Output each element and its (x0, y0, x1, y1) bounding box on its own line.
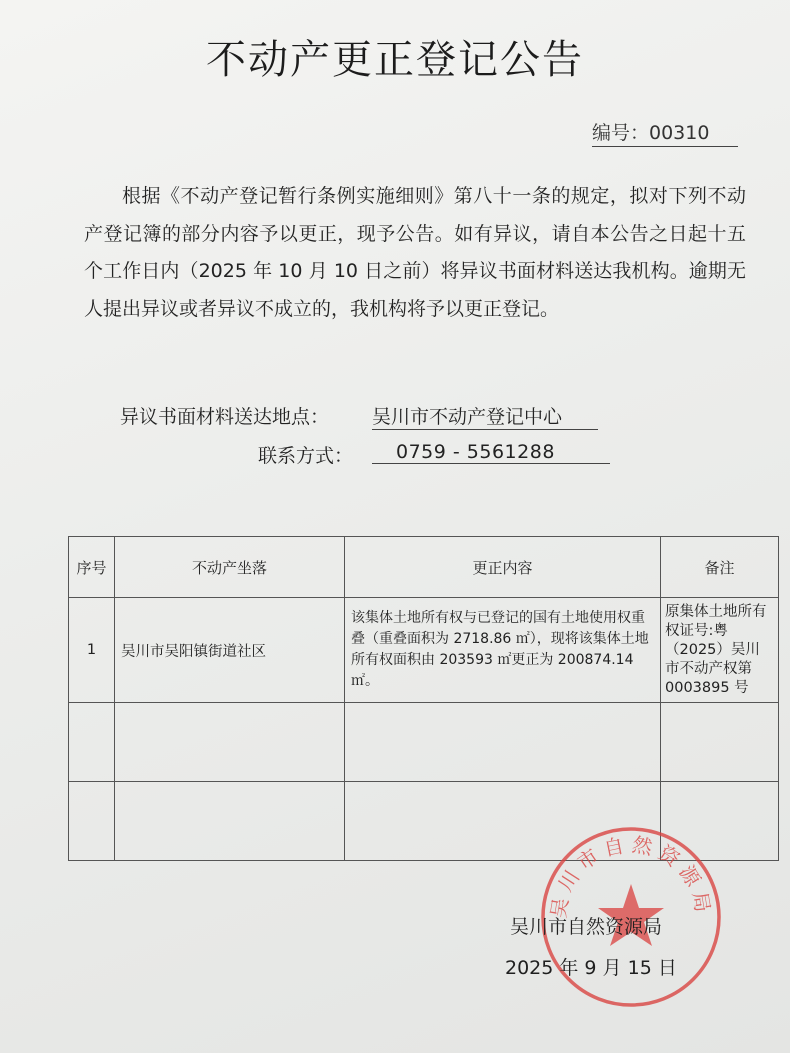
header-location: 不动产坐落 (115, 537, 345, 598)
row-note: 原集体土地所有权证号:粤（2025）吴川市不动产权第 0003895 号 (661, 598, 779, 703)
row-location: 吴川市吴阳镇街道社区 (115, 598, 345, 703)
signature-date: 2025 年 9 月 15 日 (505, 957, 677, 979)
address-value: 吴川市不动产登记中心 (372, 402, 598, 430)
row-content (345, 703, 661, 782)
row-note (661, 703, 779, 782)
contact-label: 联系方式： (258, 445, 354, 467)
table-row (69, 598, 779, 703)
row-no (69, 782, 115, 861)
document-number: 编号：00310 (592, 118, 738, 147)
page-title: 不动产更正登记公告 (206, 37, 584, 83)
header-note: 备注 (661, 537, 779, 598)
header-no: 序号 (69, 537, 115, 598)
row-no (69, 703, 115, 782)
row-location (115, 703, 345, 782)
contact-value: 0759 - 5561288 (372, 441, 610, 464)
row-location (115, 782, 345, 861)
signature-organization: 吴川市自然资源局 (510, 916, 663, 938)
header-content: 更正内容 (345, 537, 661, 598)
notice-body: 根据《不动产登记暂行条例实施细则》第八十一条的规定，拟对下列不动产登记簿的部分内容予以更正，现予公告。如有异议，请自本公告之日起十五个工作日内（2025 年 10 月 10 日之前）将异议书面材料送达我机构。逾期无人提出异议或者异议不成立的，我机构将予以更正登记。 (84, 185, 746, 320)
row-no: 1 (69, 598, 115, 703)
table-row (69, 703, 779, 782)
correction-table (68, 536, 779, 861)
address-label: 异议书面材料送达地点： (120, 406, 330, 428)
table-header-row (69, 537, 779, 598)
row-content: 该集体土地所有权与已登记的国有土地使用权重叠（重叠面积为 2718.86 ㎡），现将该集体土地所有权面积由 203593 ㎡更正为 200874.14 ㎡。 (345, 598, 661, 703)
seal-text: 吴川市自然资源局 (546, 832, 716, 920)
